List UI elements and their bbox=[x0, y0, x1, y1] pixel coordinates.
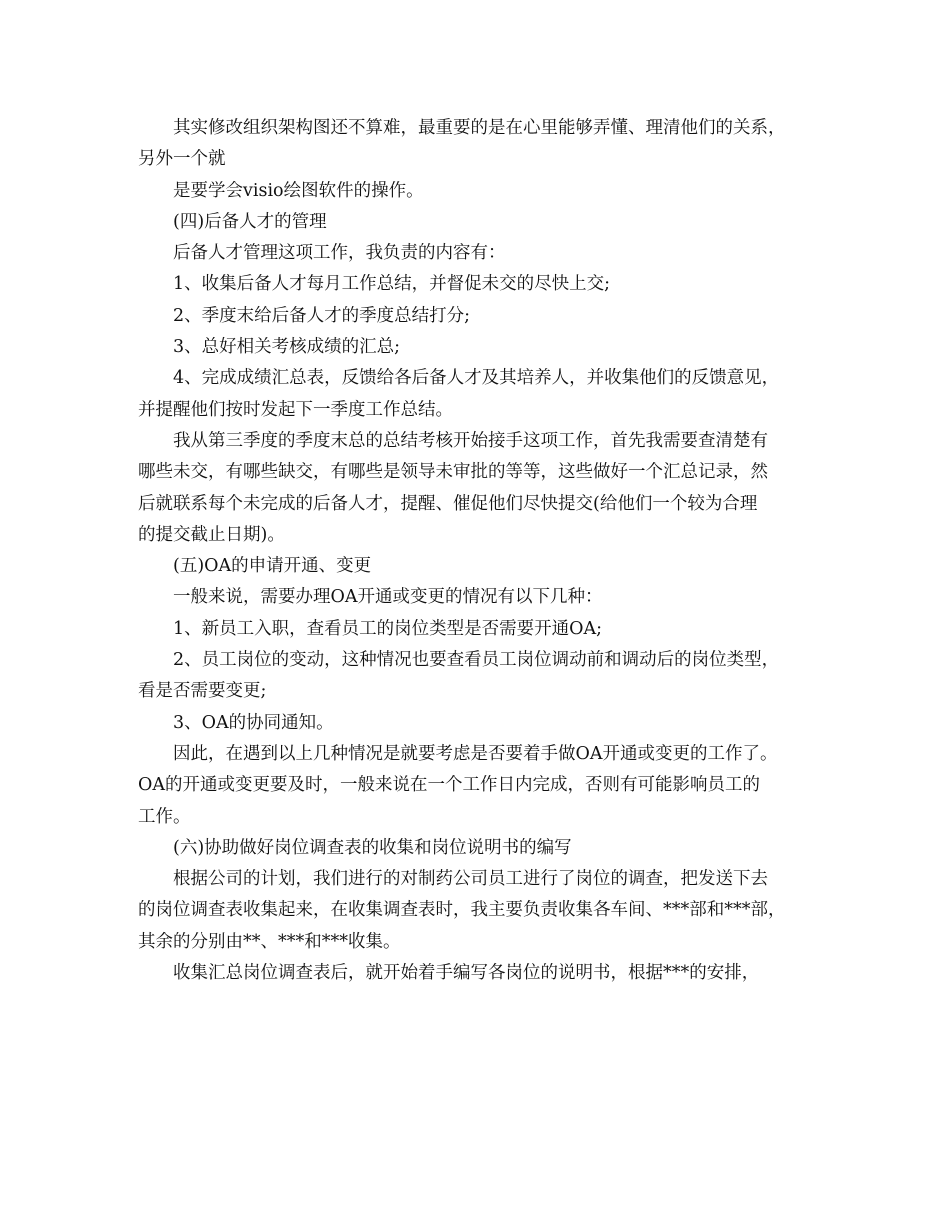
text-line: 4、完成成绩汇总表，反馈给各后备人才及其培养人，并收集他们的反馈意见， bbox=[173, 368, 780, 389]
text-line: 1、新员工入职，查看员工的岗位类型是否需要开通OA; bbox=[173, 618, 603, 639]
text-line: 的提交截止日期)。 bbox=[138, 524, 285, 545]
text-line: 2、季度末给后备人才的季度总结打分; bbox=[173, 305, 471, 326]
text-line: 一般来说，需要办理OA开通或变更的情况有以下几种： bbox=[173, 587, 603, 608]
text-line: 哪些未交，有哪些缺交，有哪些是领导未审批的等等，这些做好一个汇总记录，然 bbox=[138, 462, 768, 483]
text-line: 其实修改组织架构图还不算难，最重要的是在心里能够弄懂、理清他们的关系， bbox=[173, 118, 786, 138]
text-line: 另外一个就 bbox=[138, 149, 226, 170]
text-line: 后备人才管理这项工作，我负责的内容有： bbox=[173, 243, 506, 264]
text-line: 3、OA的协同通知。 bbox=[173, 712, 334, 733]
text-line: 因此，在遇到以上几种情况是就要考虑是否要着手做OA开通或变更的工作了。 bbox=[173, 743, 778, 764]
text-line: (四)后备人才的管理 bbox=[173, 211, 327, 232]
text-line: OA的开通或变更要及时，一般来说在一个工作日内完成，否则有可能影响员工的 bbox=[138, 775, 760, 796]
text-line: 并提醒他们按时发起下一季度工作总结。 bbox=[138, 399, 453, 420]
text-line: 1、收集后备人才每月工作总结，并督促未交的尽快上交; bbox=[173, 274, 611, 295]
text-line: 3、总好相关考核成绩的汇总; bbox=[173, 337, 401, 358]
document-body bbox=[138, 113, 810, 989]
text-line: 我从第三季度的季度末总的总结考核开始接手这项工作，首先我需要查清楚有 bbox=[173, 430, 768, 451]
text-line: 其余的分别由**、***和***收集。 bbox=[138, 931, 401, 952]
text-line: 根据公司的计划，我们进行的对制药公司员工进行了岗位的调查，把发送下去 bbox=[173, 869, 768, 890]
text-line: (六)协助做好岗位调查表的收集和岗位说明书的编写 bbox=[173, 837, 572, 858]
text-line: 2、员工岗位的变动，这种情况也要查看员工岗位调动前和调动后的岗位类型， bbox=[173, 650, 780, 671]
text-line: (五)OA的申请开通、变更 bbox=[173, 556, 372, 577]
text-line: 的岗位调查表收集起来，在收集调查表时，我主要负责收集各车间、***部和***部， bbox=[138, 900, 786, 921]
text-line: 看是否需要变更; bbox=[138, 681, 267, 702]
text-line: 后就联系每个未完成的后备人才，提醒、催促他们尽快提交(给他们一个较为合理 bbox=[138, 493, 758, 514]
text-line: 工作。 bbox=[138, 806, 191, 827]
text-line: 收集汇总岗位调查表后，就开始着手编写各岗位的说明书，根据***的安排， bbox=[173, 963, 760, 984]
text-line: 是要学会visio绘图软件的操作。 bbox=[173, 180, 424, 201]
